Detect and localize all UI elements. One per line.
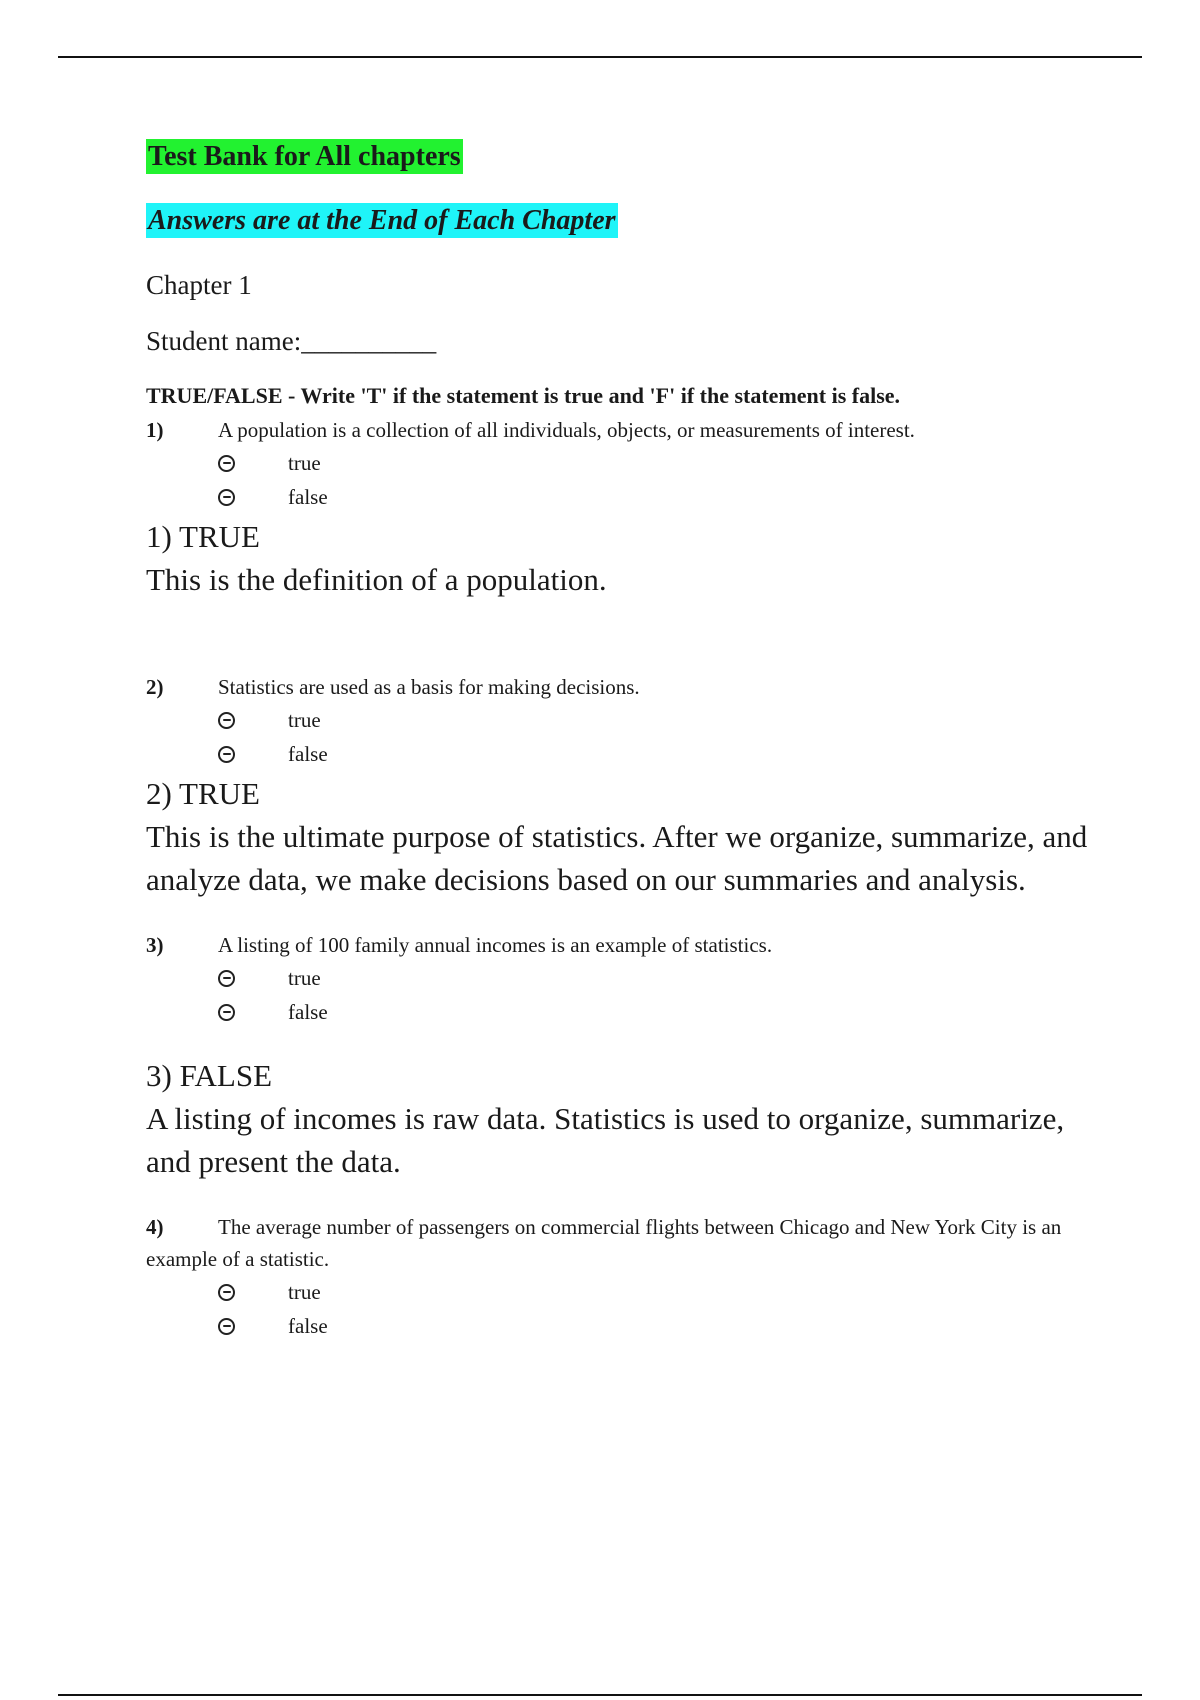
question-text: Statistics are used as a basis for making decisions. [218, 675, 640, 699]
chapter-heading: Chapter 1 [146, 270, 252, 300]
option-label: true [288, 450, 321, 475]
question-number: 4) [146, 1215, 164, 1239]
question-3-options [218, 961, 1106, 1029]
subtitle-line [146, 204, 1106, 242]
radio-icon[interactable] [218, 746, 235, 763]
radio-icon[interactable] [218, 1284, 235, 1301]
bottom-rule [58, 1694, 1142, 1696]
option-false[interactable] [218, 995, 1106, 1029]
page-subtitle: Answers are at the End of Each Chapter [148, 205, 616, 236]
option-label: false [288, 1313, 328, 1338]
instructions: TRUE/FALSE - Write 'T' if the statement is true and 'F' if the statement is false. [146, 383, 901, 408]
question-2-options [218, 703, 1106, 771]
question-4-options [218, 1275, 1106, 1343]
question-2 [146, 671, 1106, 703]
option-true[interactable] [218, 1275, 1106, 1309]
question-text: The average number of passengers on commercial flights between Chicago and New York City is an example of a statistic. [146, 1215, 1062, 1271]
question-text: A population is a collection of all individuals, objects, or measurements of interest. [218, 418, 915, 442]
question-4 [146, 1211, 1106, 1275]
option-label: false [288, 484, 328, 509]
question-1 [146, 414, 1106, 446]
answer-label: 3) FALSE [146, 1058, 273, 1093]
option-label: false [288, 999, 328, 1024]
option-label: true [288, 707, 321, 732]
page-title: Test Bank for All chapters [148, 141, 461, 172]
radio-icon[interactable] [218, 455, 235, 472]
option-false[interactable] [218, 737, 1106, 771]
answer-explanation: A listing of incomes is raw data. Statistics is used to organize, summarize, and present the data. [146, 1101, 1065, 1179]
question-text: A listing of 100 family annual incomes is an example of statistics. [218, 933, 773, 957]
option-true[interactable] [218, 703, 1106, 737]
option-false[interactable] [218, 1309, 1106, 1343]
question-number: 2) [146, 675, 164, 699]
radio-icon[interactable] [218, 1318, 235, 1335]
document-page [146, 140, 1106, 1343]
answer-explanation: This is the ultimate purpose of statistics. After we organize, summarize, and analyze data, we make decisions based on our summaries and analysis. [146, 819, 1088, 897]
answer-label: 1) TRUE [146, 519, 260, 554]
student-name-field: Student name:__________ [146, 326, 437, 356]
radio-icon[interactable] [218, 712, 235, 729]
title-line [146, 140, 1106, 178]
top-rule [58, 56, 1142, 58]
option-label: true [288, 1279, 321, 1304]
radio-icon[interactable] [218, 1004, 235, 1021]
question-number: 1) [146, 418, 164, 442]
option-label: true [288, 965, 321, 990]
option-true[interactable] [218, 961, 1106, 995]
question-number: 3) [146, 933, 164, 957]
radio-icon[interactable] [218, 970, 235, 987]
answer-label: 2) TRUE [146, 776, 260, 811]
option-label: false [288, 741, 328, 766]
option-false[interactable] [218, 480, 1106, 514]
question-1-options [218, 446, 1106, 514]
option-true[interactable] [218, 446, 1106, 480]
answer-explanation: This is the definition of a population. [146, 562, 607, 597]
question-3 [146, 929, 1106, 961]
radio-icon[interactable] [218, 489, 235, 506]
